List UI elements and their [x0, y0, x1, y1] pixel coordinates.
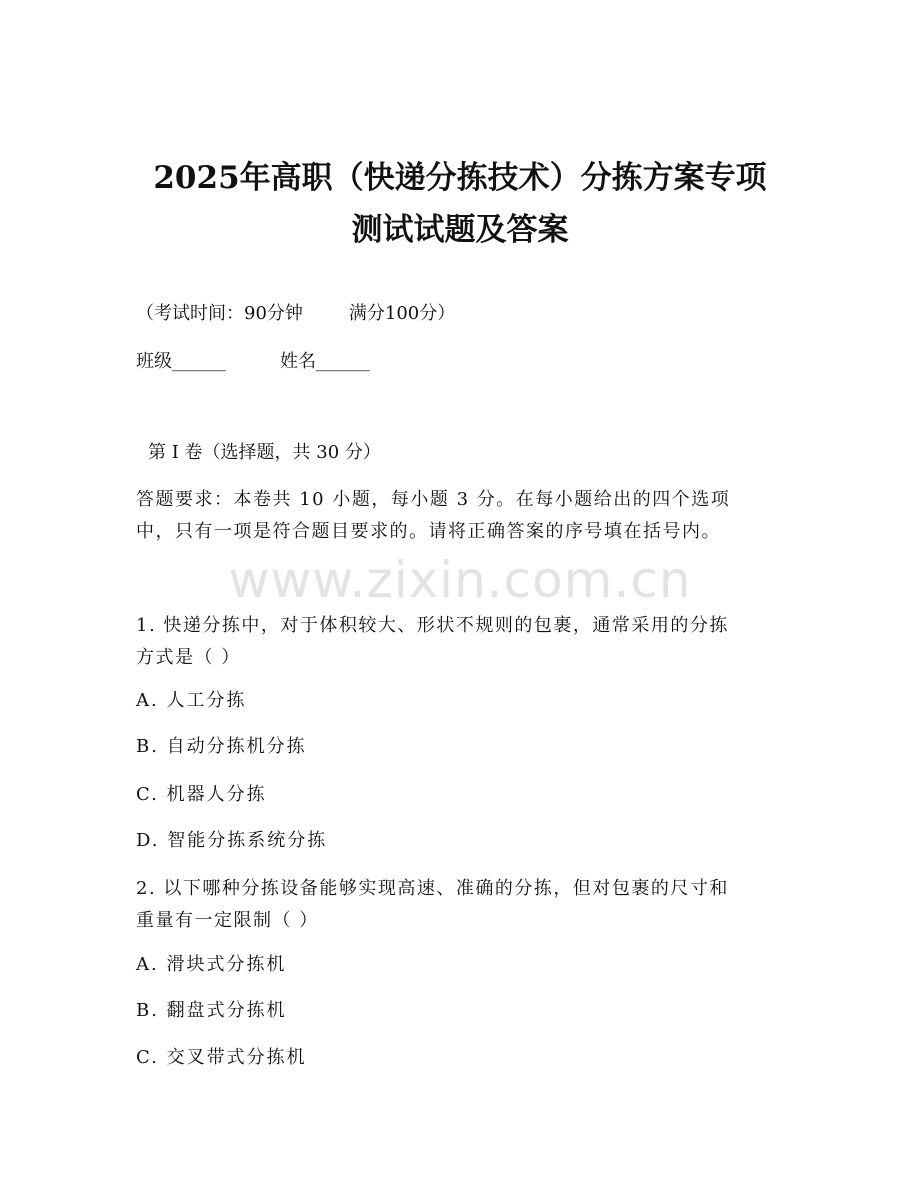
question-1-option-d: D. 智能分拣系统分拣	[136, 830, 328, 851]
student-fields	[136, 350, 370, 374]
question-1-option-b: B. 自动分拣机分拣	[136, 736, 307, 757]
document-title	[60, 152, 860, 256]
question-1-stem	[136, 610, 786, 674]
question-2-option-a: A. 滑块式分拣机	[136, 954, 287, 975]
watermark: www.zixin.com.cn	[228, 551, 692, 609]
instruction-line-1: 答题要求：本卷共 10 小题，每小题 3 分。在每小题给出的四个选项	[136, 489, 731, 510]
question-2-stem	[136, 873, 786, 937]
name-field: 姓名______	[280, 351, 370, 372]
title-line-2: 测试试题及答案	[351, 212, 569, 248]
question-2-option-c: C. 交叉带式分拣机	[136, 1047, 307, 1068]
section-instruction	[136, 484, 786, 548]
question-2-line-2: 重量有一定限制（ ）	[136, 910, 319, 931]
instruction-line-2: 中，只有一项是符合题目要求的。请将正确答案的序号填在括号内。	[136, 521, 721, 542]
title-line-1: 2025年高职（快递分拣技术）分拣方案专项	[153, 160, 767, 196]
question-1-line-1: 1. 快递分拣中，对于体积较大、形状不规则的包裹，通常采用的分拣	[136, 615, 729, 636]
exam-time: （考试时间：90分钟	[136, 303, 303, 324]
question-2-line-1: 2. 以下哪种分拣设备能够实现高速、准确的分拣，但对包裹的尺寸和	[136, 878, 729, 899]
question-1-option-a: A. 人工分拣	[136, 690, 247, 711]
section-heading: 第 I 卷（选择题，共 30 分）	[148, 442, 381, 463]
exam-score: 满分100分）	[348, 303, 456, 324]
class-field: 班级______	[136, 351, 226, 372]
exam-info	[136, 302, 455, 326]
question-1-line-2: 方式是（ ）	[136, 647, 241, 668]
question-1-option-c: C. 机器人分拣	[136, 784, 267, 805]
question-2-option-b: B. 翻盘式分拣机	[136, 1000, 287, 1021]
